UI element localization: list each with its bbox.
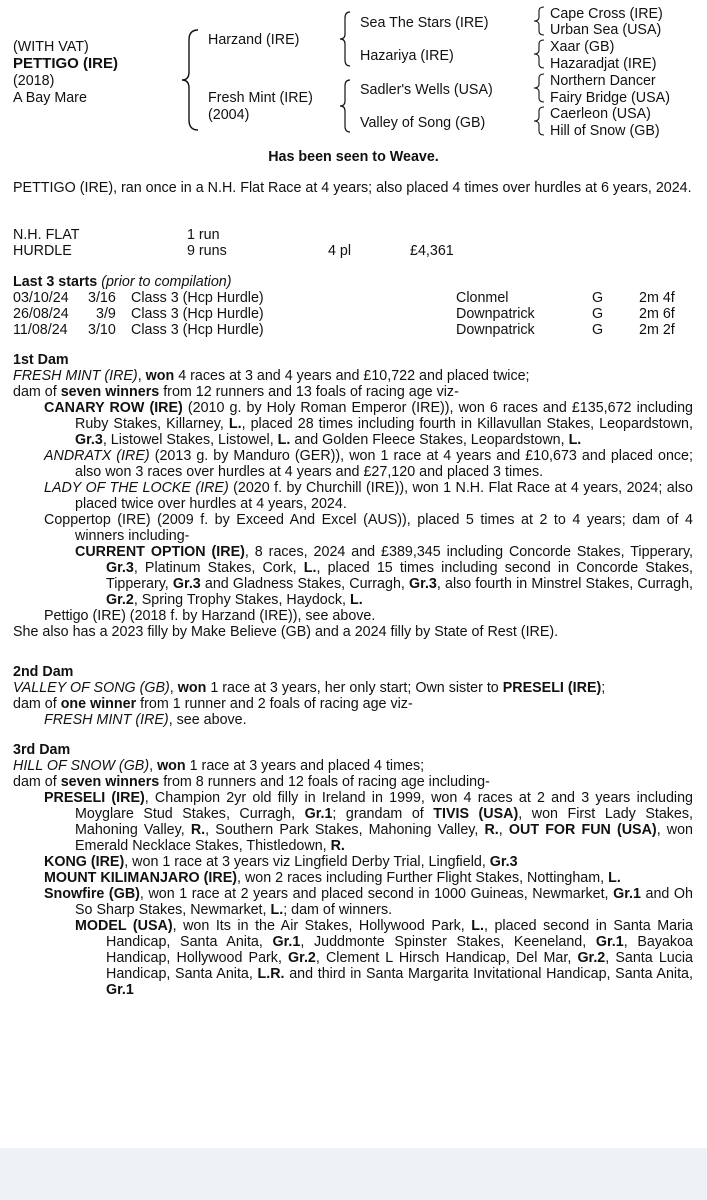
- third-dam-heading: 3rd Dam: [13, 742, 71, 758]
- start-going: G: [592, 322, 604, 338]
- sire-sire-dam: Urban Sea (USA): [550, 22, 662, 38]
- start-position: 3/9: [96, 306, 116, 322]
- produce-lady-of-the-locke: LADY OF THE LOCKE (IRE) (2020 f. by Churchill (IRE)), won 1 N.H. Flat Race at 4 years, 2024; also placed twice over hurdles at 4 years, 2024.: [44, 480, 693, 512]
- vat-note: (WITH VAT): [13, 39, 89, 55]
- second-dam-section: [13, 680, 693, 728]
- sire-sire: Sea The Stars (IRE): [360, 15, 489, 31]
- bottom-bar: [0, 1148, 707, 1200]
- produce-coppertop: Coppertop (IRE) (2009 f. by Exceed And Excel (AUS)), placed 5 times at 2 to 4 years; dam of 4 winners including-: [44, 512, 693, 544]
- start-date: 11/08/24: [13, 322, 68, 338]
- record-placed: 4 pl: [328, 243, 352, 259]
- produce-snowfire: Snowfire (GB), won 1 race at 2 years and placed second in 1000 Guineas, Newmarket, Gr.1 and Oh So Sharp Stakes, Newmarket, L.; dam of winners.: [44, 886, 693, 918]
- dam-sire-sire: Northern Dancer: [550, 73, 656, 89]
- produce-canary-row: CANARY ROW (IRE) (2010 g. by Holy Roman Emperor (IRE)), won 6 races and £135,672 including Ruby Stakes, Killarney, L., placed 28 times including fourth in Killavullan Stakes, Leopardstown, Gr.3, Listowel Stakes, Listowel, L. and Golden Fleece Stakes, Leopardstown, L.: [44, 400, 693, 448]
- sire-dam: Hazariya (IRE): [360, 48, 454, 64]
- pedigree-brace-ss: [532, 5, 546, 37]
- dam-dam-sire: Caerleon (USA): [550, 106, 651, 122]
- record-runs: 9 runs: [187, 243, 227, 259]
- pedigree-brace-ds: [532, 72, 546, 104]
- third-dam-section: [13, 758, 693, 998]
- third-dam-line: HILL OF SNOW (GB), won 1 race at 3 years and placed 4 times;: [13, 758, 425, 774]
- horse-name: PETTIGO (IRE): [13, 55, 118, 72]
- sire-sire-sire: Cape Cross (IRE): [550, 6, 663, 22]
- first-dam-section: [13, 368, 693, 640]
- produce-preseli: PRESELI (IRE), Champion 2yr old filly in Ireland in 1999, won 4 races at 2 and 3 years including Moyglare Stud Stakes, Curragh, Gr.1; grandam of TIVIS (USA), won First Lady Stakes, Mahoning Valley, R., Southern Park Stakes, Mahoning Valley, R., OUT FOR FUN (USA), won Emerald Necklace Stakes, Thistledown, R.: [44, 790, 694, 854]
- sire-name: Harzand (IRE): [208, 32, 300, 48]
- race-summary: PETTIGO (IRE), ran once in a N.H. Flat Race at 4 years; also placed 4 times over hurdles at 6 years, 2024.: [13, 180, 692, 196]
- first-dam-produce-line: dam of seven winners from 12 runners and 13 foals of racing age viz-: [13, 384, 459, 400]
- last-three-note: (prior to compilation): [101, 274, 232, 290]
- start-course: Downpatrick: [456, 322, 535, 338]
- horse-description: A Bay Mare: [13, 90, 87, 106]
- first-dam-heading: 1st Dam: [13, 352, 69, 368]
- produce-andratx: ANDRATX (IRE) (2013 g. by Manduro (GER)), won 1 race at 4 years and £10,673 and placed once; also won 3 races over hurdles at 4 years and £27,120 and placed 3 times.: [44, 448, 693, 480]
- dam-sire: Sadler's Wells (USA): [360, 82, 493, 98]
- produce-kong: KONG (IRE), won 1 race at 3 years viz Lingfield Derby Trial, Lingfield, Gr.3: [44, 854, 518, 870]
- sire-dam-dam: Hazaradjat (IRE): [550, 56, 657, 72]
- pedigree-brace-dd: [532, 105, 546, 137]
- produce-mount-kilimanjaro: MOUNT KILIMANJARO (IRE), won 2 races including Further Flight Stakes, Nottingham, L.: [44, 870, 621, 886]
- start-going: G: [592, 290, 604, 306]
- dam-dam-dam: Hill of Snow (GB): [550, 123, 660, 139]
- dam-sire-dam: Fairy Bridge (USA): [550, 90, 670, 106]
- dam-year: (2004): [208, 107, 250, 123]
- record-prize: £4,361: [410, 243, 454, 259]
- dam-name: Fresh Mint (IRE): [208, 90, 313, 106]
- start-distance: 2m 6f: [639, 306, 675, 322]
- pedigree-brace-sire: [338, 10, 352, 68]
- start-date: 26/08/24: [13, 306, 69, 322]
- produce-fresh-mint: FRESH MINT (IRE), see above.: [44, 712, 247, 728]
- seen-to-weave-note: Has been seen to Weave.: [268, 149, 439, 165]
- third-dam-produce-line: dam of seven winners from 8 runners and 12 foals of racing age including-: [13, 774, 490, 790]
- start-course: Downpatrick: [456, 306, 535, 322]
- first-dam-also: She also has a 2023 filly by Make Believe (GB) and a 2024 filly by State of Rest (IRE).: [13, 624, 559, 640]
- produce-pettigo: Pettigo (IRE) (2018 f. by Harzand (IRE)), see above.: [44, 608, 376, 624]
- start-race: Class 3 (Hcp Hurdle): [131, 306, 264, 322]
- start-position: 3/16: [88, 290, 116, 306]
- pedigree-brace-sd: [532, 38, 546, 70]
- produce-current-option: CURRENT OPTION (IRE), 8 races, 2024 and £389,345 including Concorde Stakes, Tipperary, Gr.3, Platinum Stakes, Cork, L., placed 15 times including second in Concorde Stakes, Tipperary, Gr.3 and Gladness Stakes, Curragh, Gr.3, also fourth in Minstrel Stakes, Curragh, Gr.2, Spring Trophy Stakes, Haydock, L.: [75, 544, 694, 608]
- start-date: 03/10/24: [13, 290, 69, 306]
- sire-dam-sire: Xaar (GB): [550, 39, 615, 55]
- dam-dam: Valley of Song (GB): [360, 115, 486, 131]
- start-race: Class 3 (Hcp Hurdle): [131, 290, 264, 306]
- second-dam-heading: 2nd Dam: [13, 664, 74, 680]
- produce-model: MODEL (USA), won Its in the Air Stakes, Hollywood Park, L., placed second in Santa Maria Handicap, Santa Anita, Gr.1, Juddmonte Spinster Stakes, Keeneland, Gr.1, Bayakoa Handicap, Hollywood Park, Gr.2, Clement L Hirsch Handicap, Del Mar, Gr.2, Santa Lucia Handicap, Santa Anita, L.R. and third in Santa Margarita Invitational Handicap, Santa Anita, Gr.1: [75, 918, 693, 998]
- first-dam-line: FRESH MINT (IRE), won 4 races at 3 and 4 years and £10,722 and placed twice;: [13, 368, 530, 384]
- horse-year: (2018): [13, 73, 55, 89]
- pedigree-brace-main: [180, 28, 200, 132]
- start-position: 3/10: [88, 322, 116, 338]
- record-type: N.H. FLAT: [13, 227, 80, 243]
- second-dam-produce-line: dam of one winner from 1 runner and 2 foals of racing age viz-: [13, 696, 413, 712]
- start-distance: 2m 2f: [639, 322, 675, 338]
- second-dam-line: VALLEY OF SONG (GB), won 1 race at 3 years, her only start; Own sister to PRESELI (IRE);: [13, 680, 606, 696]
- start-going: G: [592, 306, 604, 322]
- last-three-heading: [13, 274, 232, 290]
- pedigree-brace-dam: [338, 78, 352, 134]
- record-type: HURDLE: [13, 243, 72, 259]
- record-runs: 1 run: [187, 227, 220, 243]
- start-race: Class 3 (Hcp Hurdle): [131, 322, 264, 338]
- start-course: Clonmel: [456, 290, 509, 306]
- start-distance: 2m 4f: [639, 290, 675, 306]
- last-three-title: Last 3 starts: [13, 274, 98, 290]
